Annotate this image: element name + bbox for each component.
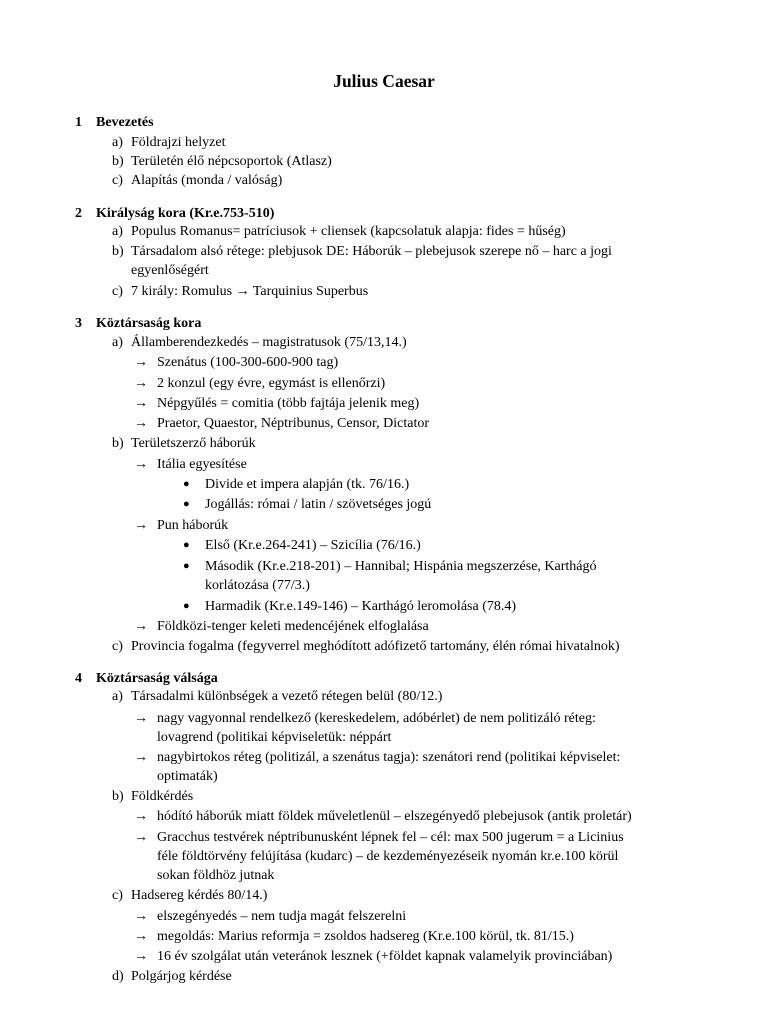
list-subitem-continuation: optimaták) (157, 769, 218, 784)
section-1-heading: Bevezetés (96, 115, 154, 130)
list-subitem: nagybirtokos réteg (politizál, a szenátus tagja): szenátori rend (politikai képviselet: (157, 750, 621, 765)
bullet-icon: ● (183, 560, 190, 572)
section-2-heading: Királyság kora (Kr.e.753-510) (96, 206, 275, 221)
list-item: Területszerző háborúk (131, 436, 256, 451)
list-bullet-item: Első (Kr.e.264-241) – Szicília (76/16.) (205, 538, 421, 553)
list-label: d) (112, 969, 124, 984)
list-bullet-item: Divide et impera alapján (tk. 76/16.) (205, 477, 410, 492)
arrow-icon: → (134, 518, 148, 533)
list-bullet-item: Második (Kr.e.218-201) – Hannibal; Hispánia megszerzése, Karthágó (205, 559, 597, 574)
list-label: c) (112, 284, 123, 299)
bullet-icon: ● (183, 478, 190, 490)
arrow-icon: → (134, 809, 148, 824)
list-item: Társadalmi különbségek a vezető rétegen belül (80/12.) (131, 689, 443, 704)
section-4-heading: Köztársaság válsága (96, 671, 218, 686)
list-label: a) (112, 224, 123, 239)
list-subitem: Szenátus (100-300-600-900 tag) (157, 355, 339, 370)
list-subitem: Itália egyesítése (157, 457, 247, 472)
arrow-icon: → (134, 949, 148, 964)
list-item: Földrajzi helyzet (131, 135, 226, 150)
list-label: c) (112, 173, 123, 188)
list-item: Államberendezkedés – magistratusok (75/13,14.) (131, 335, 407, 350)
arrow-icon: → (134, 909, 148, 924)
list-item-continuation: egyenlőségért (131, 263, 209, 278)
bullet-icon: ● (183, 600, 190, 612)
list-label: b) (112, 244, 124, 259)
list-bullet-item: Harmadik (Kr.e.149-146) – Karthágó leromolása (78.4) (205, 599, 517, 614)
list-item: Polgárjog kérdése (131, 969, 232, 984)
list-subitem: Földközi-tenger keleti medencéjének elfoglalása (157, 619, 429, 634)
arrow-icon: → (134, 416, 148, 431)
arrow-icon: → (134, 396, 148, 411)
section-1-number: 1 (75, 115, 82, 130)
list-label: c) (112, 639, 123, 654)
list-item: Társadalom alsó rétege: plebjusok DE: Háborúk – plebejusok szerepe nő – harc a jogi (131, 244, 612, 259)
list-label: b) (112, 154, 124, 169)
list-subitem: 16 év szolgálat után veteránok lesznek (+földet kapnak valamelyik provinciában) (157, 949, 613, 964)
section-3-heading: Köztársaság kora (96, 316, 202, 331)
arrow-icon: → (134, 376, 148, 391)
list-bullet-item: Jogállás: római / latin / szövetséges jogú (205, 497, 432, 512)
list-label: a) (112, 135, 123, 150)
list-label: a) (112, 335, 123, 350)
list-label: b) (112, 789, 124, 804)
list-bullet-continuation: korlátozása (77/3.) (205, 578, 310, 593)
list-item: 7 király: Romulus → Tarquinius Superbus (131, 284, 369, 299)
list-subitem-continuation: sokan földhöz jutnak (157, 868, 275, 883)
list-subitem: hódító háborúk miatt földek műveletlenül – elszegényedő plebejusok (antik proletár) (157, 809, 632, 824)
section-4-number: 4 (75, 671, 82, 686)
document-title: Julius Caesar (333, 71, 435, 91)
list-label: a) (112, 689, 123, 704)
list-item: Hadsereg kérdés 80/14.) (131, 888, 268, 903)
section-3-number: 3 (75, 316, 82, 331)
list-label: c) (112, 888, 123, 903)
list-label: b) (112, 436, 124, 451)
list-item: Populus Romanus= patríciusok + cliensek (kapcsolatuk alapja: fides = hűség) (131, 224, 566, 239)
list-subitem-continuation: lovagrend (politikai képviseletük: néppárt (157, 730, 392, 745)
list-item: Alapítás (monda / valóság) (131, 173, 283, 188)
list-subitem: elszegényedés – nem tudja magát felszerelni (157, 909, 407, 924)
list-subitem: Pun háborúk (157, 518, 229, 533)
arrow-icon: → (134, 457, 148, 472)
arrow-icon: → (134, 711, 148, 726)
list-item: Provincia fogalma (fegyverrel meghódított adófizető tartomány, élén római hivatalnok) (131, 639, 620, 654)
list-subitem-continuation: féle földtörvény felújítása (kudarc) – de kezdeményezéseik nyomán kr.e.100 körül (157, 849, 619, 864)
list-subitem: nagy vagyonnal rendelkező (kereskedelem, adóbérlet) de nem politizáló réteg: (157, 711, 596, 726)
arrow-icon: → (134, 830, 148, 845)
arrow-icon: → (134, 929, 148, 944)
list-subitem: Gracchus testvérek néptribunusként lépnek fel – cél: max 500 jugerum = a Licinius (157, 830, 624, 845)
bullet-icon: ● (183, 539, 190, 551)
arrow-icon: → (134, 619, 148, 634)
list-item: Területén élő népcsoportok (Atlasz) (131, 154, 332, 169)
section-2-number: 2 (75, 206, 82, 221)
arrow-icon: → (134, 355, 148, 370)
list-subitem: Népgyűlés = comitia (több fajtája jelenik meg) (157, 396, 420, 411)
list-subitem: 2 konzul (egy évre, egymást is ellenőrzi) (157, 376, 386, 391)
list-subitem: megoldás: Marius reformja = zsoldos hadsereg (Kr.e.100 körül, tk. 81/15.) (157, 929, 574, 944)
bullet-icon: ● (183, 498, 190, 510)
arrow-icon: → (134, 750, 148, 765)
list-item: Földkérdés (131, 789, 194, 804)
list-subitem: Praetor, Quaestor, Néptribunus, Censor, Dictator (157, 416, 430, 431)
